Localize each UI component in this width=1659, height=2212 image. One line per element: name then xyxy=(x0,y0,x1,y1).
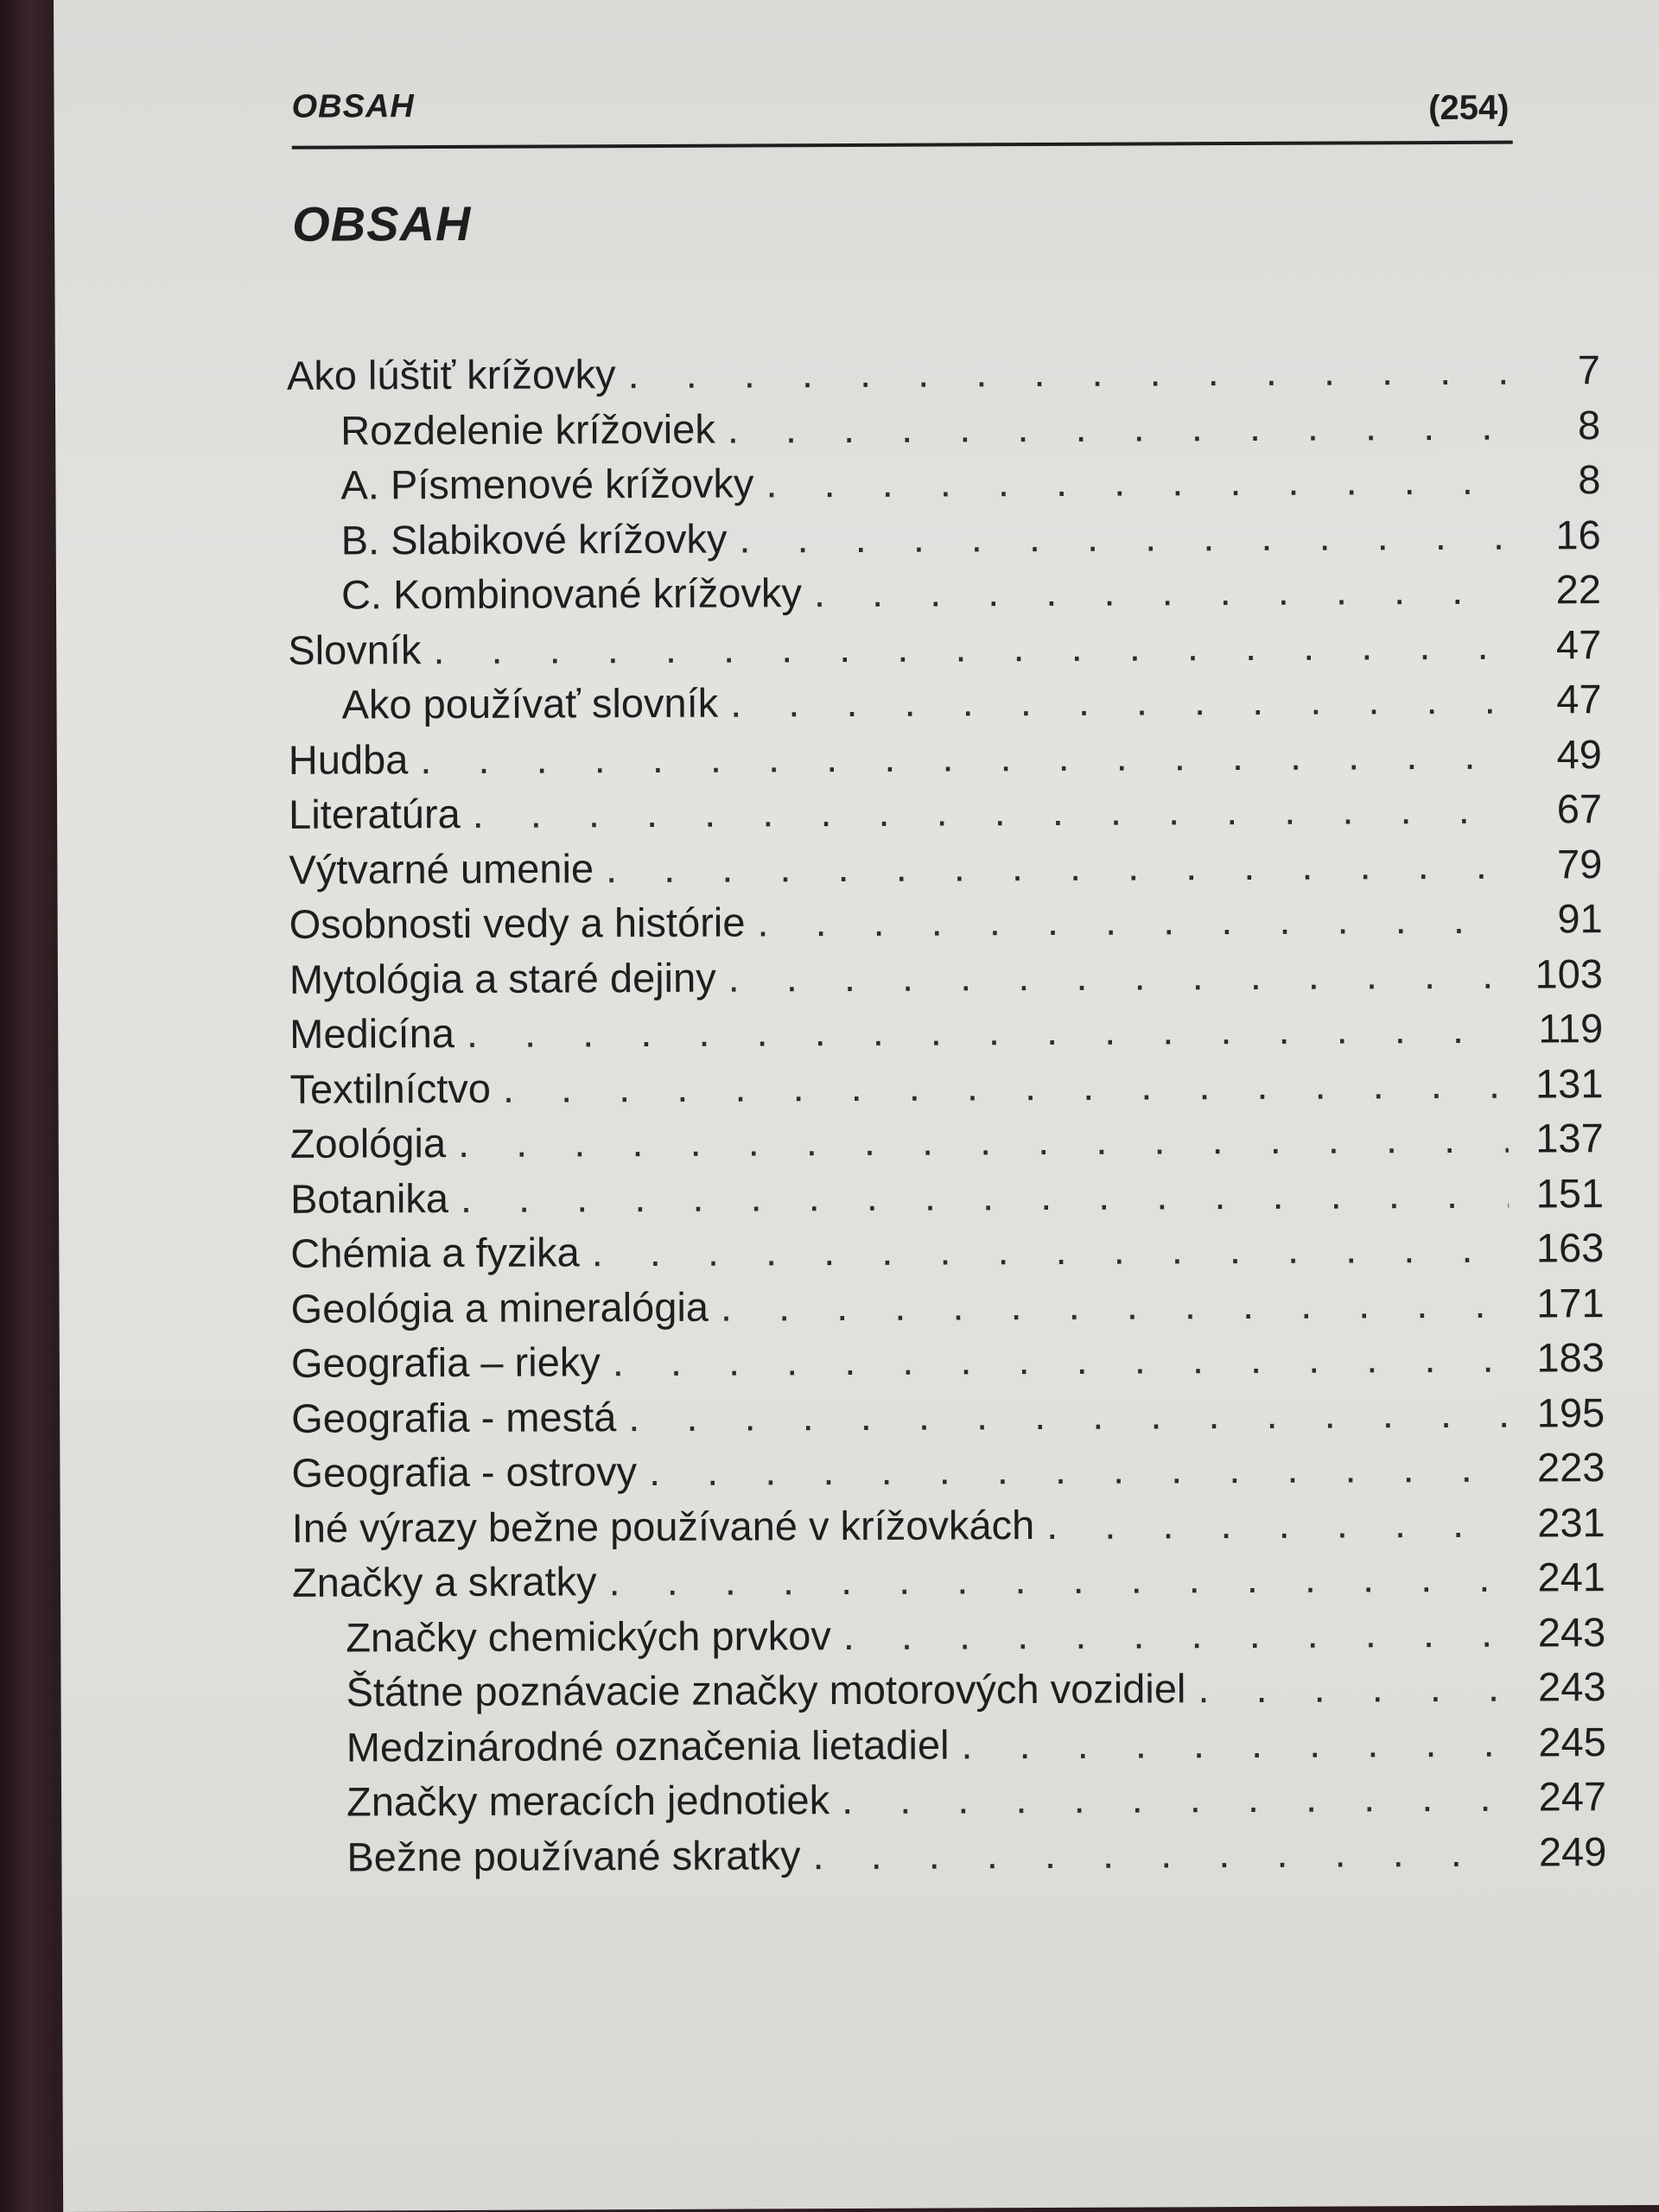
dot-leader xyxy=(420,730,1507,782)
dot-leader xyxy=(458,1115,1509,1166)
book-spine xyxy=(0,0,54,2212)
toc-entry xyxy=(288,620,1601,681)
dot-leader xyxy=(627,346,1505,397)
toc-entry-label: Štátne poznávacie značky motorových vozidiel xyxy=(346,1665,1186,1715)
toc-entry xyxy=(292,1662,1605,1723)
dot-leader xyxy=(766,456,1505,507)
dot-leader xyxy=(842,1773,1511,1823)
dot-leader xyxy=(649,1444,1510,1495)
toc-entry xyxy=(289,1004,1603,1065)
toc-entry-label: Rozdelenie krížoviek xyxy=(340,405,715,454)
toc-entry-page-number: 195 xyxy=(1536,1389,1605,1436)
toc-entry-page-number: 67 xyxy=(1556,785,1603,832)
dot-leader xyxy=(961,1718,1511,1768)
toc-entry xyxy=(291,1333,1605,1394)
dot-leader xyxy=(730,676,1507,727)
toc-entry-page-number: 223 xyxy=(1536,1444,1605,1491)
dot-leader xyxy=(728,950,1508,1001)
toc-entry xyxy=(291,1443,1605,1503)
toc-entry xyxy=(287,346,1600,406)
toc-entry xyxy=(288,675,1601,735)
toc-entry-label: Značky chemických prvkov xyxy=(346,1611,831,1661)
toc-entry xyxy=(292,1553,1605,1613)
dot-leader xyxy=(728,401,1506,452)
running-title: OBSAH xyxy=(291,88,415,125)
toc-entry-page-number: 151 xyxy=(1535,1169,1605,1217)
toc-entry-label: Značky a skratky xyxy=(291,1558,597,1605)
dot-leader xyxy=(628,1389,1510,1440)
toc-entry xyxy=(293,1827,1606,1888)
toc-entry-label: Osobnosti vedy a histórie xyxy=(289,899,746,947)
toc-entry-label: Iné výrazy bežne používané v krížovkách xyxy=(291,1501,1035,1551)
toc-entry-page-number: 22 xyxy=(1555,566,1602,613)
toc-entry xyxy=(293,1718,1606,1778)
toc-entry xyxy=(291,1389,1605,1449)
toc-entry-label: Botanika xyxy=(289,1174,449,1222)
toc-entry-label: Geografia - mestá xyxy=(291,1393,617,1441)
toc-entry xyxy=(288,565,1601,626)
toc-entry-label: Zoológia xyxy=(289,1120,447,1166)
dot-leader xyxy=(461,1169,1509,1221)
toc-entry-page-number: 231 xyxy=(1537,1498,1605,1546)
toc-entry-label: Chémia a fyzika xyxy=(290,1229,580,1276)
toc-entry-page-number: 241 xyxy=(1537,1554,1606,1600)
toc-entry-page-number: 137 xyxy=(1535,1115,1604,1161)
dot-leader xyxy=(843,1608,1511,1658)
toc-entry-label: Literatúra xyxy=(288,790,461,837)
toc-entry xyxy=(292,1608,1605,1669)
dot-leader xyxy=(812,1827,1511,1878)
toc-entry xyxy=(289,1059,1603,1120)
toc-entry-page-number: 49 xyxy=(1556,730,1602,777)
toc-entry xyxy=(289,730,1602,791)
toc-entry-label: Hudba xyxy=(288,735,409,783)
toc-entry-page-number: 247 xyxy=(1538,1773,1607,1820)
dot-leader xyxy=(606,840,1508,892)
table-of-contents xyxy=(287,346,1607,1888)
toc-entry-label: Medzinárodné označenia lietadiel xyxy=(346,1720,950,1770)
toc-entry-page-number: 245 xyxy=(1538,1718,1606,1765)
toc-entry xyxy=(289,840,1602,900)
toc-entry-page-number: 131 xyxy=(1535,1059,1604,1107)
toc-entry-label: Značky meracích jednotiek xyxy=(346,1777,830,1825)
toc-entry-page-number: 47 xyxy=(1556,676,1602,722)
toc-entry xyxy=(287,401,1600,461)
toc-entry xyxy=(290,1279,1604,1339)
dot-leader xyxy=(613,1334,1510,1386)
toc-entry-page-number: 103 xyxy=(1535,950,1604,997)
toc-entry-page-number: 7 xyxy=(1577,346,1600,393)
dot-leader xyxy=(721,1279,1510,1330)
toc-entry xyxy=(289,894,1603,955)
toc-entry-page-number: 171 xyxy=(1536,1279,1605,1326)
toc-entry-page-number: 8 xyxy=(1578,456,1601,503)
toc-entry-label: Ako lúštiť krížovky xyxy=(286,351,616,398)
toc-entry-page-number: 183 xyxy=(1536,1334,1605,1381)
toc-entry-label: Medicína xyxy=(289,1009,455,1057)
dot-leader xyxy=(757,895,1508,946)
toc-entry-page-number: 8 xyxy=(1577,401,1601,448)
toc-entry-label: Slovník xyxy=(288,626,422,673)
dot-leader xyxy=(433,620,1506,672)
toc-entry-page-number: 47 xyxy=(1555,620,1602,667)
toc-entry-label: C. Kombinované krížovky xyxy=(340,569,803,618)
toc-entry-page-number: 243 xyxy=(1537,1663,1606,1710)
toc-entry-label: Ako používať slovník xyxy=(341,679,719,728)
page-header xyxy=(291,80,1512,149)
toc-entry-page-number: 16 xyxy=(1555,511,1601,557)
toc-entry xyxy=(292,1498,1605,1559)
toc-entry-label: B. Slabikové krížovky xyxy=(340,515,728,563)
toc-entry-page-number: 243 xyxy=(1537,1608,1606,1656)
toc-entry xyxy=(293,1772,1606,1833)
toc-entry-label: Geológia a mineralógia xyxy=(290,1283,709,1332)
dot-leader xyxy=(467,1005,1509,1057)
toc-entry xyxy=(290,1224,1604,1284)
toc-entry xyxy=(289,785,1602,845)
book-page xyxy=(54,0,1659,2212)
toc-entry-page-number: 249 xyxy=(1538,1827,1607,1875)
toc-entry-label: Výtvarné umenie xyxy=(289,844,594,893)
toc-entry-page-number: 119 xyxy=(1538,1005,1604,1052)
toc-entry xyxy=(290,1114,1604,1174)
dot-leader xyxy=(503,1059,1509,1111)
dot-leader xyxy=(1046,1498,1510,1548)
page-title: OBSAH xyxy=(291,195,472,251)
toc-entry-page-number: 79 xyxy=(1556,840,1603,887)
toc-entry-label: Mytológia a staré dejiny xyxy=(289,954,716,1002)
page-number: (254) xyxy=(1428,88,1510,128)
dot-leader xyxy=(473,785,1508,837)
toc-entry-label: Textilníctvo xyxy=(289,1065,492,1112)
dot-leader xyxy=(592,1224,1510,1276)
toc-entry xyxy=(287,455,1600,516)
toc-entry xyxy=(289,950,1603,1010)
toc-entry-page-number: 163 xyxy=(1535,1224,1605,1271)
dot-leader xyxy=(1198,1663,1510,1713)
toc-entry-page-number: 91 xyxy=(1557,895,1603,942)
toc-entry-label: Geografia - ostrovy xyxy=(291,1448,638,1496)
toc-entry-label: Bežne používané skratky xyxy=(346,1831,801,1880)
toc-entry xyxy=(290,1169,1604,1230)
toc-entry xyxy=(288,511,1601,571)
dot-leader xyxy=(814,566,1506,616)
toc-entry-label: A. Písmenové krížovky xyxy=(340,460,754,508)
dot-leader xyxy=(608,1554,1510,1605)
dot-leader xyxy=(739,511,1506,562)
toc-entry-label: Geografia – rieky xyxy=(290,1338,601,1386)
